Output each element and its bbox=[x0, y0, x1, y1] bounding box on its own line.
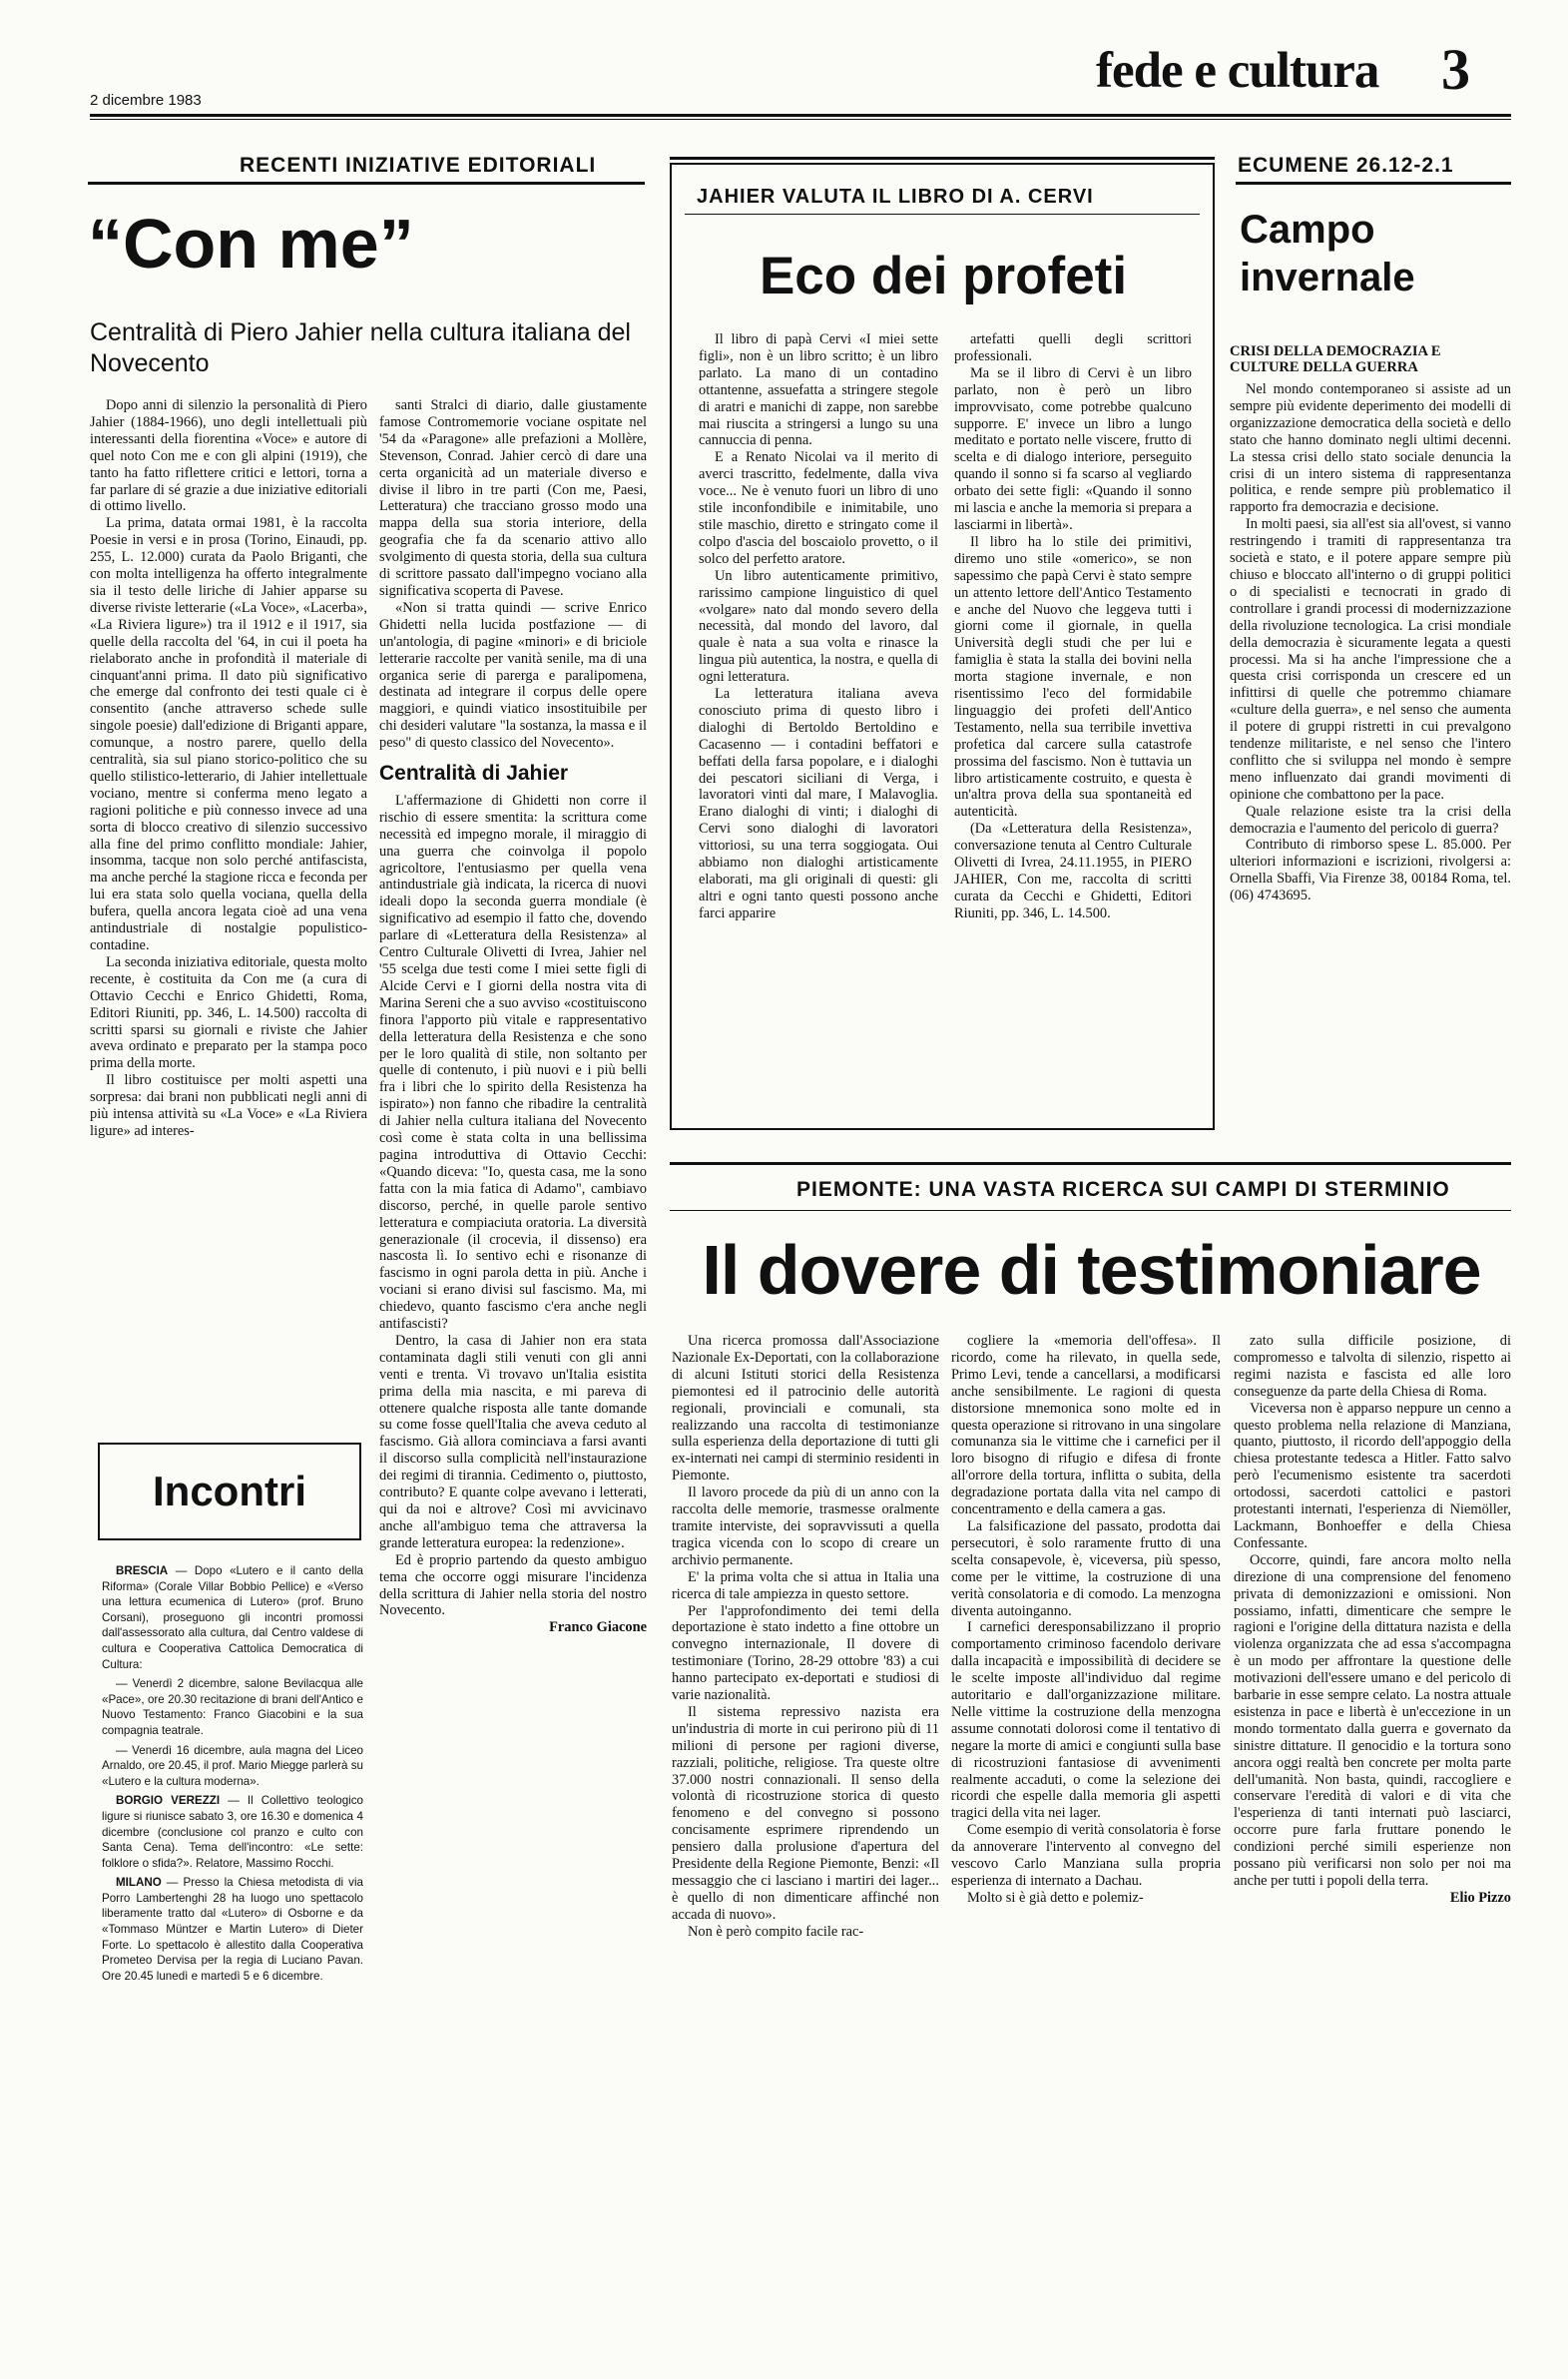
article1-subhead: Centralità di Jahier bbox=[379, 762, 569, 786]
paragraph: Il libro ha lo stile dei primitivi, diremo uno stile «omerico», se non sapessimo che papà Cervi è stato sempre un attento lettore dell'Antico Testamento e anche del Nuovo che leggeva tutti i giorni come il giornale, in quella Università degli studi che per lui e famiglia è stata la stalla dei bovini nella morta stagione invernale, e non risentissimo l'eco del formidabile linguaggio dei profeti dell'Antico Testamento, nella sua terribile invettiva profetica dal carcere sulla catastrofe prossima del fascismo. Non è tuttavia un libro artisticamente costruito, e questa è un'altra prova della sua spontaneità ed autenticità. bbox=[954, 533, 1192, 821]
incontri-title: Incontri bbox=[153, 1468, 306, 1514]
paragraph: (Da «Letteratura della Resistenza», conversazione tenuta al Centro Culturale Olivetti di Ivrea, 24.11.1955, in PIERO JAHIER, Con me, raccolta di scritti curata da Cecchi e Ghidetti, Editori Riuniti, pp. 346, L. 14.500. bbox=[954, 821, 1192, 921]
article1-kicker-rule bbox=[88, 182, 645, 185]
article3-body bbox=[1230, 381, 1511, 1150]
article2-top-rule bbox=[670, 157, 1215, 160]
article2-title: Eco dei profeti bbox=[759, 247, 1128, 305]
paragraph: Il lavoro procede da più di un anno con la raccolta delle memorie, trasmesse oralmente tramite interviste, dei sopravvissuti a quella tragica vicenda con lo scopo di creare un archivio permanente. bbox=[672, 1485, 939, 1568]
paragraph: Il libro costituisce per molti aspetti una sorpresa: dai brani non pubblicati negli anni di più intensa attività su «La Voce» e «La Riviera ligure» ad interes- bbox=[90, 1072, 367, 1139]
article4-top-rule bbox=[670, 1162, 1511, 1165]
incontri-item bbox=[102, 1875, 363, 1984]
article4-col2 bbox=[951, 1333, 1221, 2181]
paragraph: La seconda iniziativa editoriale, questa molto recente, è costituita da Con me (a cura di Ottavio Cecchi e Enrico Ghidetti, Roma, Editori Riuniti, pp. 346, L. 14.500) raccolta di scritti sparsi su giornali e riviste che Jahier aveva ordinato e preparato per la stampa poco prima della morte. bbox=[90, 953, 367, 1072]
article4-title: Il dovere di testimoniare bbox=[702, 1231, 1481, 1309]
paragraph: Molto si è già detto e polemiz- bbox=[967, 1889, 1144, 1906]
incontri-text: — Dopo «Lutero e il canto della Riforma» (Corale Villar Bobbio Pellice) e «Verso una lettura ecumenica di Lutero» (prof. Bruno Corsani), proseguono gli incontri promossi dall'assessorato alla cultura, dal Centro valdese di cultura e Cooperativa Cattolica Democratica di Cultura: bbox=[102, 1564, 363, 1671]
paragraph: In molti paesi, sia all'est sia all'ovest, si vanno restringendo i tramiti di rappresentanza tra società e stato, e il potere appare sempre più chiuso e bloccato all'interno o di gruppi politici o di specialisti e tecnocrati in grado di controllare i grandi processi di modernizzazione della rivoluzione tecnologica. La crisi mondiale della democrazia è sicuramente legata a questi processi. Ma si ha anche l'impressione che a questa crisi corrisponda un crescere ed un infittirsi di quelle che potremmo chiamare «culture della guerra», e nel senso che aumenta il potere di gruppi ristretti in cui prevalgono tendenze militariste, e nel senso che l'intero conflitto che si sviluppa nel mondo è sempre meno influenzato dai grandi movimenti di opinione che combattono per la pace. bbox=[1230, 516, 1511, 803]
incontri-place: BRESCIA bbox=[116, 1564, 169, 1577]
paragraph: Il sistema repressivo nazista era un'industria di morte in cui perirono più di 11 milioni di persone per ragioni diverse, razziali, politiche, religiose. Tra queste oltre 37.000 nostri connazionali. Il senso della volontà di ricostruzione storica di questo fenomeno e del convegno si possono concisamente esprimere riprendendo un pensiero dalla prolusione d'apertura del Presidente della Regione Piemonte, Benzi: «Il messaggio che ci lasciano i martiri dei lager... è quello di non dimenticare affinché non accada di nuovo». bbox=[672, 1703, 939, 1923]
article1-col2 bbox=[379, 397, 647, 2379]
article4-kicker: PIEMONTE: UNA VASTA RICERCA SUI CAMPI DI STERMINIO bbox=[796, 1178, 1450, 1201]
header-rule bbox=[90, 114, 1511, 117]
paragraph: I carnefici deresponsabilizzano il proprio comportamento criminoso facendolo derivare dalla incapacità e impossibilità di decidere se le scelte imposte all'individuo dal regime autoritario e dall'organizzazione militare. Nelle vittime la costruzione della menzogna assume connotati dolorosi come il tentativo di negare la morte di amici e congiunti sulla base di ricostruzioni fantasiose di avvenimenti realmente accaduti, o come la selezione dei ricordi che espelle dalla memoria gli aspetti tragici della vita nei lager. bbox=[951, 1619, 1221, 1822]
paragraph: santi Stralci di diario, dalle giustamente famose Contromemorie vociane ospitate nel '54 da «Paragone» alle prefazioni a Mollère, Stevenson, Conrad. Jahier cercò di dare una certa organicità ad un materiale diverso e divise il libro in tre parti (Con me, Paesi, Letteratura) che tracciano grosso modo una mappa della sua storia interiore, della geografia che fa da scenario attivo allo svolgimento di questa storia, della sua cultura di scrittore passato dall'impegno vociano alla significativa scoperta di Pavese. bbox=[379, 397, 647, 599]
paragraph: Per l'approfondimento dei temi della deportazione è stato indetto a fine ottobre un convegno internazionale, Il dovere di testimoniare (Torino, 28-29 ottobre '83) a cui hanno partecipato ex-deportati e studiosi di varie nazionalità. bbox=[672, 1602, 939, 1704]
article1-subtitle: Centralità di Piero Jahier nella cultura italiana del Novecento bbox=[90, 318, 631, 377]
paragraph: zato sulla difficile posizione, di compromesso e talvolta di silenzio, rispetto ai regimi nazista e fascista ed alle loro conseguenze da parte della Chiesa di Roma. bbox=[1234, 1333, 1511, 1400]
paragraph: Dopo anni di silenzio la personalità di Piero Jahier (1884-1966), uno degli intellettuali più interessanti della fiorentina «Voce» e autore di quel noto Con me e con gli alpini (1919), che tanto ha fatto riflettere critici e lettori, torna a far parlare di sé grazie a due iniziative editoriali di ottimo livello. bbox=[90, 397, 367, 515]
article2-col1 bbox=[699, 331, 938, 1120]
page-number: 3 bbox=[1441, 37, 1470, 102]
article2-kicker: JAHIER VALUTA IL LIBRO DI A. CERVI bbox=[697, 186, 1094, 208]
incontri-title-box bbox=[98, 1443, 361, 1540]
incontri-place: MILANO bbox=[116, 1876, 162, 1890]
paragraph: Un libro autenticamente primitivo, rarissimo campione linguistico di quel «volgare» nato dal mondo severo della necessità, dal mondo del lavoro, dal quale è nata a sua volta e rinasce la lingua più autentica, la nostra, e quella di ogni letteratura. bbox=[699, 567, 938, 686]
incontri-text: — Presso la Chiesa metodista di via Porro Lambertenghi 28 ha luogo uno spettacolo liberamente tratto dal «Lutero» di Osborne e da «Tommaso Müntzer e Martin Lutero» di Dieter Forte. Lo spettacolo è allestito dalla Cooperativa Prometeo Dervisa per la regia di Luciano Pavan. Ore 20.45 lunedì e martedì 5 e 6 dicembre. bbox=[102, 1876, 363, 1983]
paragraph: Dentro, la casa di Jahier non era stata contaminata dagli stili venuti con gli anni venti e trenta. Vi trovavo un'Italia esistita prima della mia nascita, e mi pareva di ottenere qualche risposta alle tante domande su come fosse quell'Italia che aveva ceduto al fascismo. Già allora cominciava a farsi avanti il discorso sulla complicità nell'instaurazione dei regimi di tirannia. Cedimento o, piuttosto, contributo? E quante colpe avevano i letterati, qui da noi e altrove? Così mi avvicinavo anche all'ambiguo tema che attraversa la grande letteratura europea: la redenzione». bbox=[379, 1332, 647, 1551]
paragraph: La letteratura italiana aveva conosciuto prima di questo libro i dialoghi di Bertoldo Bertoldino e Cacasenno — i contadini beffatori e beffati della farsa popolare, e i dialoghi dei pescatori siciliani di Verga, i lavoratori vinti dal mare, I Malavoglia. Erano dialoghi di vinti; i dialoghi di Cervi sono dialoghi di lavoratori vittoriosi, su una terra soggiogata. Oui abbiamo non dialoghi artisticamente elaborati, ma gli originali di questi: gli altri e ogni tanto questi possono anche farci apparire bbox=[699, 686, 938, 921]
paragraph: Occorre, quindi, fare ancora molto nella direzione di una comprensione del fenomeno privata di demonizzazioni e omissioni. Non possiamo, infatti, dimenticare che sempre le ragioni e l'origine della dittatura nazista e della violenza organizzata che ad essa s'accompagna è un modo per affrontare la questione delle motivazioni dell'essere umano e del pericolo di barbarie in esse sempre celato. La nostra attuale esistenza in pace e libertà è un'eccezione in un mondo tormentato dalla guerra e governato da sinistre dittature. Il genocidio e la tortura sono ancora oggi realtà ben concrete per molta parte dell'umanità. Non basta, quindi, raccogliere e conservare l'eredità di valori e di vita che l'esperienza di tanti internati può lasciarci, occorre pure farla fruttare ponendo le condizioni perché simili esperienze non possano più verificarsi non solo per noi ma anche per tutti i popoli della terra. bbox=[1234, 1551, 1511, 1889]
paragraph: L'affermazione di Ghidetti non corre il rischio di essere smentita: la scrittura come necessità ed impegno morale, il miraggio di una guerra che coinvolga il popolo agricoltore, l'entusiasmo per quella vena antindustriale già indicata, la ricerca di nuovi ideali dopo la seconda guerra mondiale (è significativo ad esempio il fatto che, dovendo parlare di «Letteratura della Resistenza» al Centro Culturale Olivetti di Ivrea, Jahier nel '55 scelga due testi come I miei sette figli di Alcide Cervi e I giorni della nostra vita di Marina Sereni che a suo avviso «costituiscono finora l'apporto più vitale e rappresentativo della letteratura della Resistenza e che sono per le loro qualità di stile, non soltanto per quelle di contenuto, i più nuovi e i più belli fra i libri che lo spirito della Resistenza ha ispirato») non fanno che ribadire la centralità di Jahier nella cultura italiana del Novecento così come è stata colta in una bellissima pagina introduttiva di Ottavio Cecchi: «Quando diceva: "Io, questa casa, me la sono fatta con la mia fatica di Adamo", cambiavo discorso, perché, in quelle parole sentivo letteratura e compiaciuta oratoria. La diversità generazionale (il crocevia, il dissenso) era nascosta lì. Io sentivo echi e risonanze di fascismo in ogni parola detta in più. Anche i vociani si erano divisi sul fascismo. Ma, mi chiedevo, quanto fascismo c'era anche negli antifascisti? bbox=[379, 792, 647, 1333]
article4-kicker-rule bbox=[670, 1210, 1511, 1211]
paragraph: «Non si tratta quindi — scrive Enrico Ghidetti nella lucida postfazione — di un'antologia, di pagine «minori» e di briciole letterarie raccolte per vanità senile, ma di una organica serie di parerga e paralipomena, destinata ad integrare il corpus delle opere maggiori, e quindi viatico insostituibile per chi desideri valutare "la sostanza, la massa e il peso" di questo classico del Novecento». bbox=[379, 599, 647, 752]
paragraph: La prima, datata ormai 1981, è la raccolta Poesie in versi e in prosa (Torino, Einaudi, pp. 255, L. 12.000) curata da Paolo Briganti, che con molta intelligenza ha offerto integralmente sia il testo delle liriche di Jahier apparse su diverse riviste letterarie («La Voce», «Lacerba», «La Riviera ligure») tra il 1912 e il 1917, sia quelle della raccolta del '64, in cui il poeta ha rielaborato anche in profondità il materiale di cinquant'anni prima. Il dato più significativo che emerge dal confronto dei testi quale ci è consentito (anche attraverso schede sulle singole poesie) dall'edizione di Briganti appare, comunque, a nostro parere, quello della centralità, sia sul piano storico-politico che su quello stilistico-letterario, di Jahier intellettuale vociano, mentre si conferma meno legato a ragioni politiche e più connesso invece ad una sorta di blocco creativo di silenzio successivo alla fine del primo conflitto mondiale: Jahier, insomma, tacque non solo perché antifascista, ma anche perché la stagione ricca e feconda per lui era stata solo quella vociana, quella della bufera, quella ancora legata cioè ad una vena antindustriale di nostalgie populistico-contadine. bbox=[90, 515, 367, 953]
incontri-item bbox=[102, 1563, 363, 1672]
article4-signature: Elio Pizzo bbox=[1449, 1889, 1511, 1906]
header-rule-thin bbox=[90, 119, 1511, 120]
paragraph: E' la prima volta che si attua in Italia una ricerca di tale ampiezza in questo settore. bbox=[672, 1568, 939, 1602]
paragraph: Viceversa non è apparso neppure un cenno a questo problema nella relazione di Manziana, quanto, piuttosto, il ricordo dell'appoggio della chiesa protestante tedesca a Hitler. Fatto salvo però l'ecumenismo esistente tra sacerdoti ortodossi, sacerdoti cattolici e pastori protestanti internati, l'esperienza di Niemöller, Lackmann, Bonhoeffer e della Chiesa Confessante. bbox=[1234, 1400, 1511, 1551]
paragraph: artefatti quelli degli scrittori professionali. bbox=[954, 331, 1192, 364]
article1-col1 bbox=[90, 397, 367, 1436]
paragraph: Come esempio di verità consolatoria è forse da annoverare l'intervento al convegno del vescovo Carlo Manziana sulla propria esperienza di internato a Dachau. bbox=[951, 1822, 1221, 1889]
page-date: 2 dicembre 1983 bbox=[90, 92, 202, 109]
article3-kicker-rule bbox=[1236, 182, 1511, 185]
incontri-place: BORGIO VEREZZI bbox=[116, 1794, 221, 1808]
incontri-text: — Il Collettivo teologico ligure si riunisce sabato 3, ore 16.30 e domenica 4 dicembre (conclusione col pranzo e culto con Santa Cena). Tema dell'incontro: «Le sette: folklore o sfida?». Relatore, Massimo Rocchi. bbox=[102, 1794, 363, 1870]
paragraph: Ed è proprio partendo da questo ambiguo tema che occorre oggi misurare l'incidenza della scrittura di Jahier nella storia del nostro Novecento. bbox=[379, 1551, 647, 1619]
article2-kicker-rule bbox=[685, 214, 1200, 215]
paragraph: cogliere la «memoria dell'offesa». Il ricordo, come ha rilevato, in quella sede, Primo Levi, tende a cancellarsi, a modificarsi anche sensibilmente. Le ragioni di questa distorsione mnemonica sono molte ed in questa operazione si ritrovano in una singolare comunanza sia le vittime che i carnefici per il loro bisogno di rifugio e difesa di fronte all'orrore della tortura, inflitta o subita, della degradazione portata dalla vita nel campo di concentramento e della camera a gas. bbox=[951, 1333, 1221, 1518]
article4-col1 bbox=[672, 1333, 939, 2181]
article3-title: Campo invernale bbox=[1240, 208, 1415, 299]
paragraph: Ma se il libro di Cervi è un libro parlato, non è però un libro improvvisato, come potrebbe qualcuno supporre. E' invece un libro a lungo meditato e portato nelle viscere, frutto di scelta e di dialogo interiore, perseguito quando il sonno si fa scarso al vegliardo orbato dei sette figli: «Quando il sonno mi lascia e anche la memoria si prepara a lasciarmi in libertà». bbox=[954, 364, 1192, 533]
section-title: fede e cultura bbox=[1096, 43, 1379, 99]
paragraph: Quale relazione esiste tra la crisi della democrazia e l'aumento del pericolo di guerra? bbox=[1230, 803, 1511, 837]
article2-col2 bbox=[954, 331, 1192, 1120]
article4-col3 bbox=[1234, 1333, 1511, 2186]
incontri-text: — Venerdì 2 dicembre, salone Bevilacqua alle «Pace», ore 20.30 recitazione di brani dell'Antico e Nuovo Testamento: Franco Giacobini e la sua compagnia teatrale. bbox=[102, 1677, 363, 1737]
article1-signature: Franco Giacone bbox=[549, 1619, 647, 1636]
article3-kicker: ECUMENE 26.12-2.1 bbox=[1238, 154, 1454, 177]
paragraph: La falsificazione del passato, prodotta dai persecutori, è solo raramente frutto di una scelta consapevole, è, viceversa, più spesso, come per le vittime, la costruzione di una verità consolatoria e di comodo. La menzogna diventa autoinganno. bbox=[951, 1517, 1221, 1619]
incontri-item bbox=[102, 1743, 363, 1790]
paragraph: Il libro di papà Cervi «I miei sette figli», non è un libro scritto; è un libro parlato. La mano di un contadino ottantenne, assuefatta a stringere stegole di aratri e manichi di zappe, non sarebbe mai riuscita a stringersi a lungo su una cannuccia di penna. bbox=[699, 331, 938, 449]
paragraph: Nel mondo contemporaneo si assiste ad un sempre più evidente deperimento dei modelli di organizzazione democratica della società e dello stato che hanno dominato negli ultimi decenni. La stessa crisi dello stato sociale denuncia la crisi di un intero sistema di rappresentanza politica, e rende sempre più problematico il rapporto fra democrazia e decisione. bbox=[1230, 381, 1511, 516]
incontri-list bbox=[102, 1563, 363, 2162]
article3-subhead: CRISI DELLA DEMOCRAZIA E CULTURE DELLA GUERRA bbox=[1230, 343, 1441, 375]
article1-kicker: RECENTI INIZIATIVE EDITORIALI bbox=[240, 154, 597, 177]
paragraph: Contributo di rimborso spese L. 85.000. Per ulteriori informazioni e iscrizioni, rivolgersi a: Ornella Sbaffi, Via Firenze 38, 00184 Roma, tel. (06) 4743695. bbox=[1230, 837, 1511, 904]
paragraph: Non è però compito facile rac- bbox=[688, 1923, 864, 1940]
article1-title: “Con me” bbox=[88, 205, 414, 283]
paragraph: Una ricerca promossa dall'Associazione Nazionale Ex-Deportati, con la collaborazione di alcuni Istituti storici della Resistenza piemontesi ed il patrocinio delle autorità regionali, provinciali e comunali, sta realizzando una raccolta di testimonianze sulla esperienza della deportazione di tutti gli ex-internati nei campi di sterminio residenti in Piemonte. bbox=[672, 1333, 939, 1485]
incontri-item bbox=[102, 1793, 363, 1871]
incontri-text: — Venerdì 16 dicembre, aula magna del Liceo Arnaldo, ore 20.45, il prof. Mario Miegge parlerà su «Lutero e la cultura moderna». bbox=[102, 1743, 363, 1788]
incontri-item bbox=[102, 1676, 363, 1738]
paragraph: E a Renato Nicolai va il merito di averci trascritto, fedelmente, dalla viva voce... Ne è venuto fuori un libro di uno stile inconfondibile e inimitabile, uno stile maschio, diretto e stringato come il colpo d'ascia del boscaiolo provetto, o il solco del perfetto aratore. bbox=[699, 449, 938, 567]
